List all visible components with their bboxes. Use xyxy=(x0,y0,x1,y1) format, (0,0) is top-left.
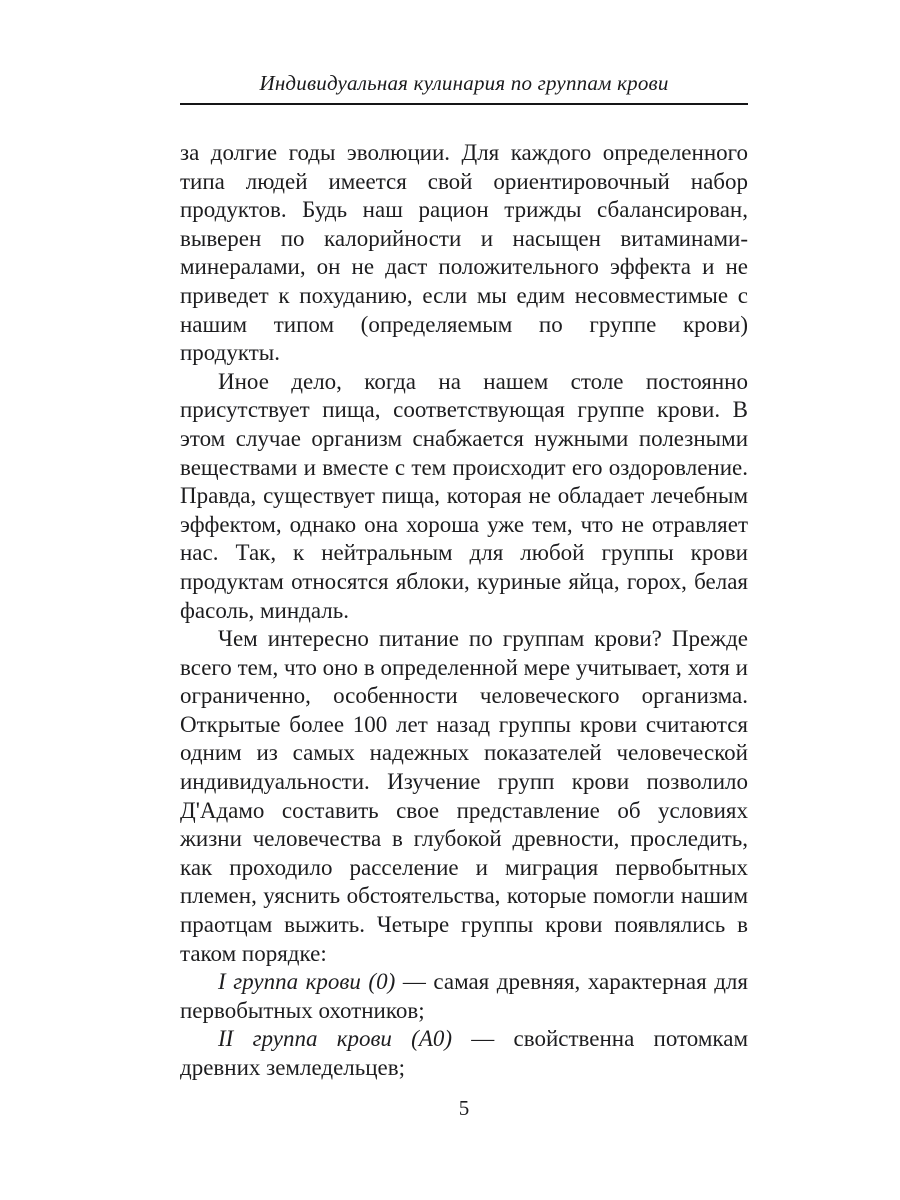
paragraph-text: — свойственна потомкам древних земледельцев; xyxy=(180,1026,749,1080)
paragraph-text: — самая древняя, характерная для первобытных охотников; xyxy=(180,969,748,1023)
paragraph xyxy=(180,625,748,968)
paragraph xyxy=(180,368,748,625)
paragraph-lead-italic: I группа крови (0) xyxy=(218,969,396,995)
text-column xyxy=(180,0,748,1083)
paragraph-text: Иное дело, когда на нашем столе постоянно присутствует пища, соответствующая группе крови. В этом случае организм снабжается нужными полезными веществами и вместе с тем происходит его оздоровление. Правда, существует пища, которая не обладает лечебным эффектом, однако она хороша уже тем, что не отравляет нас. Так, к нейтральным для любой группы крови продуктам относятся яблоки, куриные яйца, горох, белая фасоль, миндаль. xyxy=(180,368,748,623)
paragraph-text: за долгие годы эволюции. Для каждого определенного типа людей имеется свой ориентировочный набор продуктов. Будь наш рацион трижды сбалансирован, выверен по калорийности и насыщен витаминами-минералами, он не даст положительного эффекта и не приведет к похуданию, если мы едим несовместимые с нашим типом (определяемым по группе крови) продукты. xyxy=(180,140,748,366)
header-rule xyxy=(180,103,748,105)
paragraph-text: Чем интересно питание по группам крови? Прежде всего тем, что оно в определенной мере учитывает, хотя и ограниченно, особенности человеческого организма. Открытые более 100 лет назад группы крови считаются одним из самых надежных показателей человеческой индивидуальности. Изучение групп крови позволило Д'Адамо составить свое представление об условиях жизни человечества в глубокой древности, проследить, как проходило расселение и миграция первобытных племен, уяснить обстоятельства, которые помогли нашим праотцам выжить. Четыре группы крови появлялись в таком порядке: xyxy=(180,626,748,966)
paragraph-blood-group-1 xyxy=(180,968,748,1025)
page-number: 5 xyxy=(458,1096,470,1120)
paragraph xyxy=(180,139,748,368)
body-text xyxy=(180,139,748,1083)
running-header-title: Индивидуальная кулинария по группам крови xyxy=(259,71,669,95)
paragraph-blood-group-2 xyxy=(180,1025,748,1082)
paragraph-lead-italic: II группа крови (А0) xyxy=(218,1026,453,1052)
